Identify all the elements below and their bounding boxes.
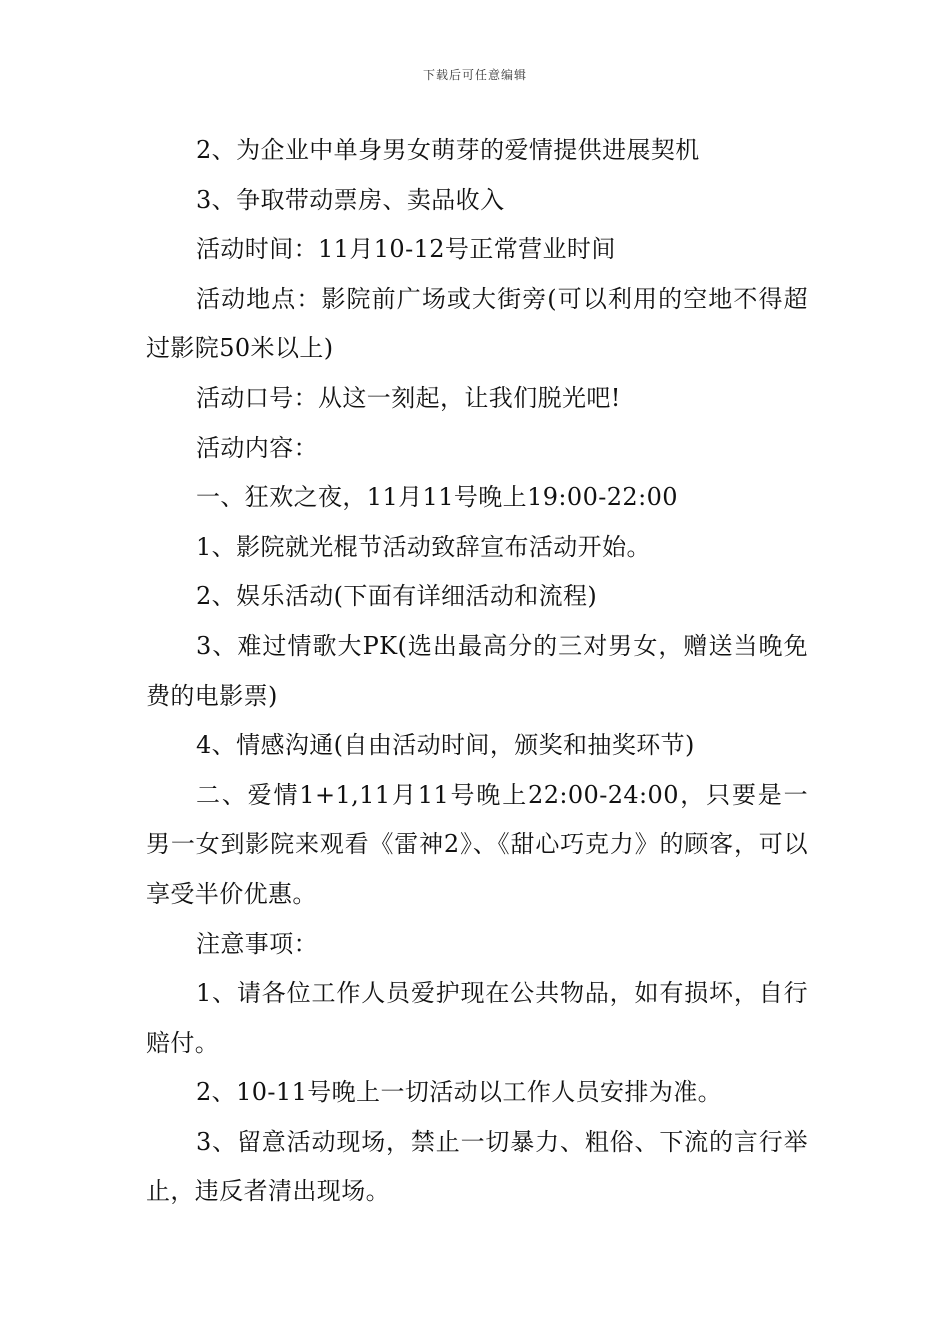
paragraph: 活动口号：从这一刻起，让我们脱光吧! <box>196 383 621 412</box>
paragraph: 活动地点：影院前广场或大街旁(可以利用的空地不得超过影院50米以上) <box>146 284 808 363</box>
paragraph: 3、难过情歌大PK(选出最高分的三对男女，赠送当晚免费的电影票) <box>146 631 808 710</box>
paragraph: 一、狂欢之夜，11月11号晚上19:00-22:00 <box>196 483 678 512</box>
paragraph: 1、影院就光棍节活动致辞宣布活动开始。 <box>196 532 651 561</box>
paragraph: 2、为企业中单身男女萌芽的爱情提供进展契机 <box>196 136 700 164</box>
paragraph: 2、娱乐活动(下面有详细活动和流程) <box>196 582 598 611</box>
paragraph: 4、情感沟通(自由活动时间，颁奖和抽奖环节) <box>196 731 695 760</box>
paragraph: 1、请各位工作人员爱护现在公共物品，如有损坏，自行赔付。 <box>146 979 808 1057</box>
paragraph: 注意事项： <box>196 929 318 958</box>
paragraph: 2、10-11号晚上一切活动以工作人员安排为准。 <box>196 1078 723 1107</box>
paragraph: 活动内容： <box>196 433 318 462</box>
paragraph: 3、留意活动现场，禁止一切暴力、粗俗、下流的言行举止，违反者清出现场。 <box>146 1127 808 1206</box>
paragraph: 3、争取带动票房、卖品收入 <box>196 185 505 214</box>
document-body <box>146 126 808 1217</box>
paragraph: 活动时间：11月10-12号正常营业时间 <box>196 235 616 264</box>
paragraph: 二、爱情1+1,11月11号晚上22:00-24:00，只要是一男一女到影院来观看《雷神2》、《甜心巧克力》的顾客，可以享受半价优惠。 <box>146 780 808 908</box>
page-header: 下载后可任意编辑 <box>422 68 527 82</box>
